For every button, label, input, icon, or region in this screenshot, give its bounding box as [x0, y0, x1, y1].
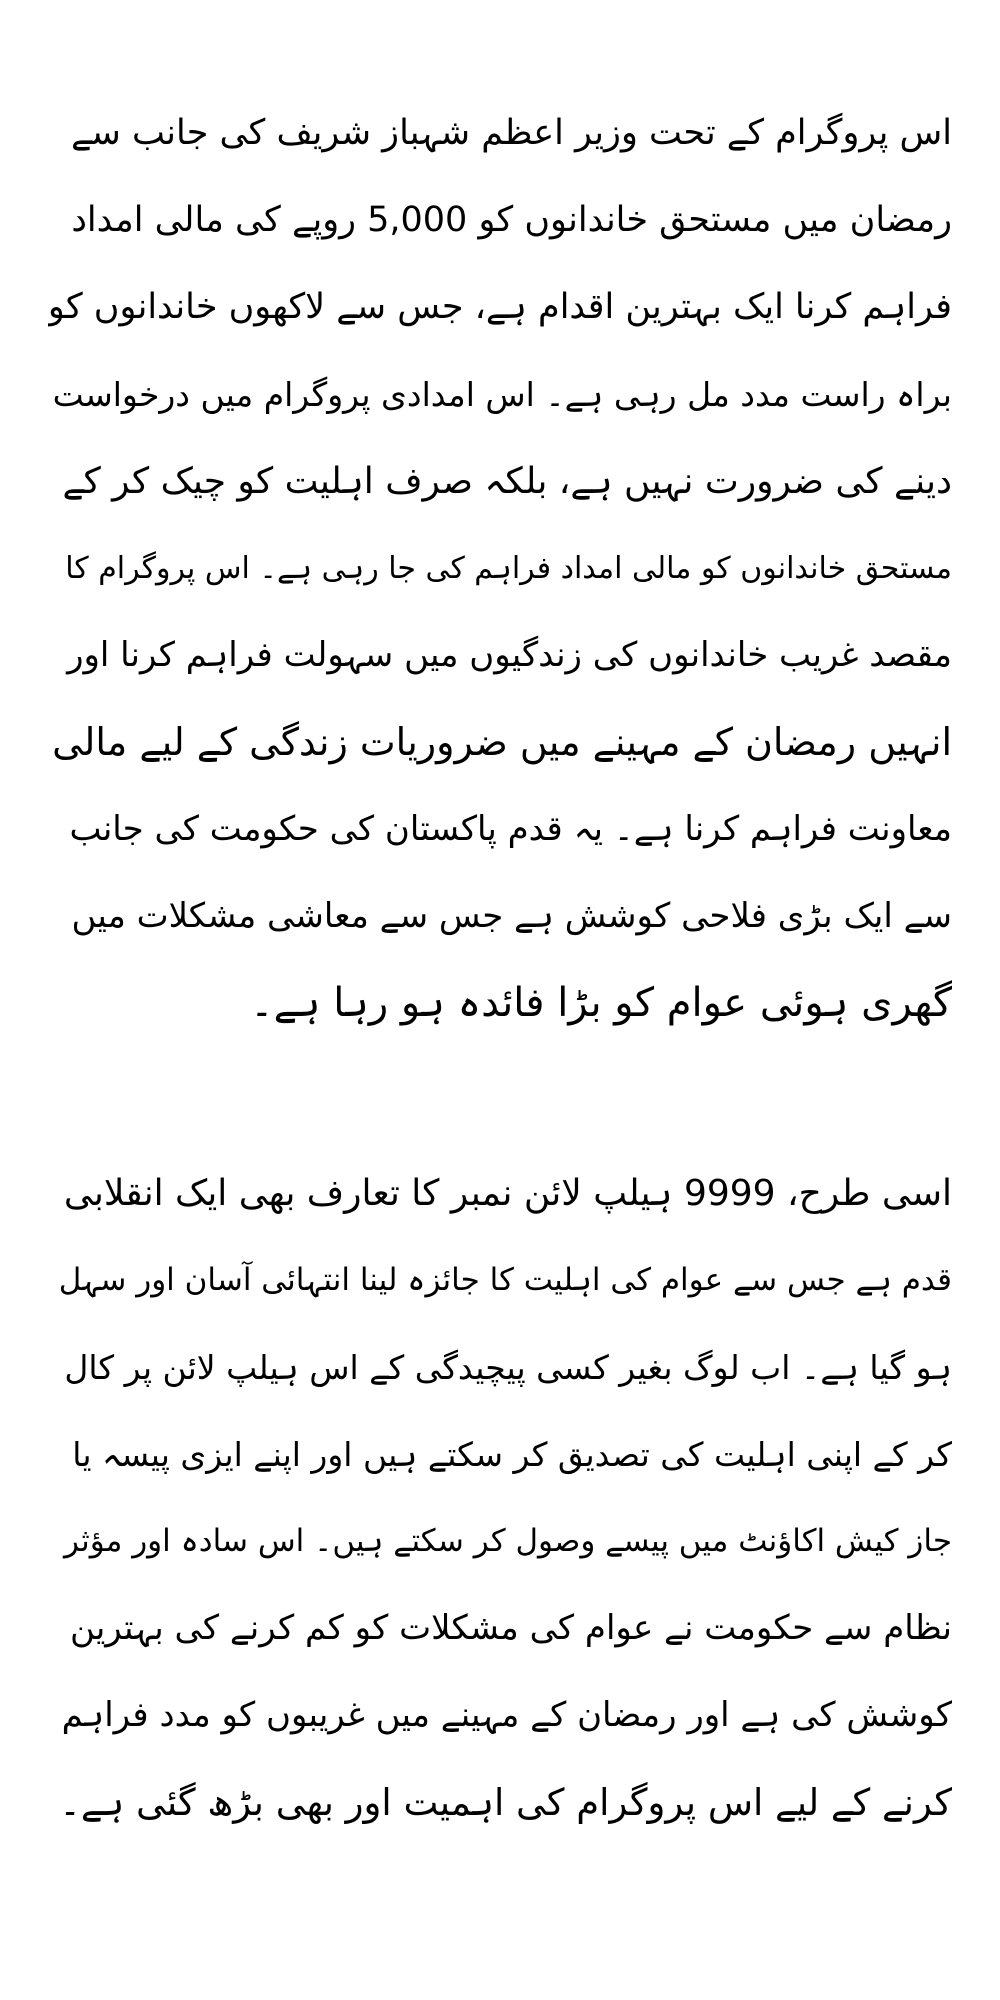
text-line: دینے کی ضرورت نہیں ہے، بلکہ صرف اہلیت کو چیک کر کے — [62, 461, 952, 502]
text-line: نظام سے حکومت نے عوام کی مشکلات کو کم کرنے کی بہترین — [69, 1608, 952, 1648]
text-line: سے ایک بڑی فلاحی کوشش ہے جس سے معاشی مشکلات میں — [71, 896, 952, 936]
text-line: کوشش کی ہے اور رمضان کے مہینے میں غریبوں کو مدد فراہم — [61, 1695, 952, 1735]
text-line: اسی طرح، 9999 ہیلپ لائن نمبر کا تعارف بھی ایک انقلابی — [63, 1173, 952, 1214]
text-line: کرنے کے لیے اس پروگرام کی اہمیت اور بھی بڑھ گئی ہے۔ — [59, 1781, 952, 1824]
text-line: مستحق خاندانوں کو مالی امداد فراہم کی جا رہی ہے۔ اس پروگرام کا — [65, 551, 952, 586]
text-line: رمضان میں مستحق خاندانوں کو 5,000 روپے کی مالی امداد — [71, 200, 952, 240]
text-line: کر کے اپنی اہلیت کی تصدیق کر سکتے ہیں اور اپنے ایزی پیسہ یا — [72, 1435, 952, 1474]
text-line: اس پروگرام کے تحت وزیر اعظم شہباز شریف کی جانب سے — [70, 113, 952, 153]
text-line: جاز کیش اکاؤنٹ میں پیسے وصول کر سکتے ہیں۔ اس سادہ اور مؤثر — [63, 1523, 952, 1559]
text-line: ہو گیا ہے۔ اب لوگ بغیر کسی پیچیدگی کے اس ہیلپ لائن پر کال — [64, 1348, 952, 1387]
paragraph-ramadan-relief — [48, 90, 952, 1047]
paragraph-helpline-9999 — [48, 1150, 952, 1846]
text-line: مقصد غریب خاندانوں کی زندگیوں میں سہولت فراہم کرنا اور — [67, 635, 952, 675]
text-line: براہ راست مدد مل رہی ہے۔ اس امدادی پروگرام میں درخواست — [52, 375, 952, 414]
text-line: قدم ہے جس سے عوام کی اہلیت کا جائزہ لینا انتہائی آسان اور سہل — [58, 1262, 952, 1298]
text-line: معاونت فراہم کرنا ہے۔ یہ قدم پاکستان کی حکومت کی جانب — [69, 809, 952, 849]
text-line: انہیں رمضان کے مہینے میں ضروریات زندگی کے لیے مالی — [52, 720, 952, 764]
text-line: فراہم کرنا ایک بہترین اقدام ہے، جس سے لاکھوں خاندانوں کو — [48, 287, 952, 327]
text-line: گھری ہوئی عوام کو بڑا فائدہ ہو رہا ہے۔ — [250, 980, 952, 1026]
